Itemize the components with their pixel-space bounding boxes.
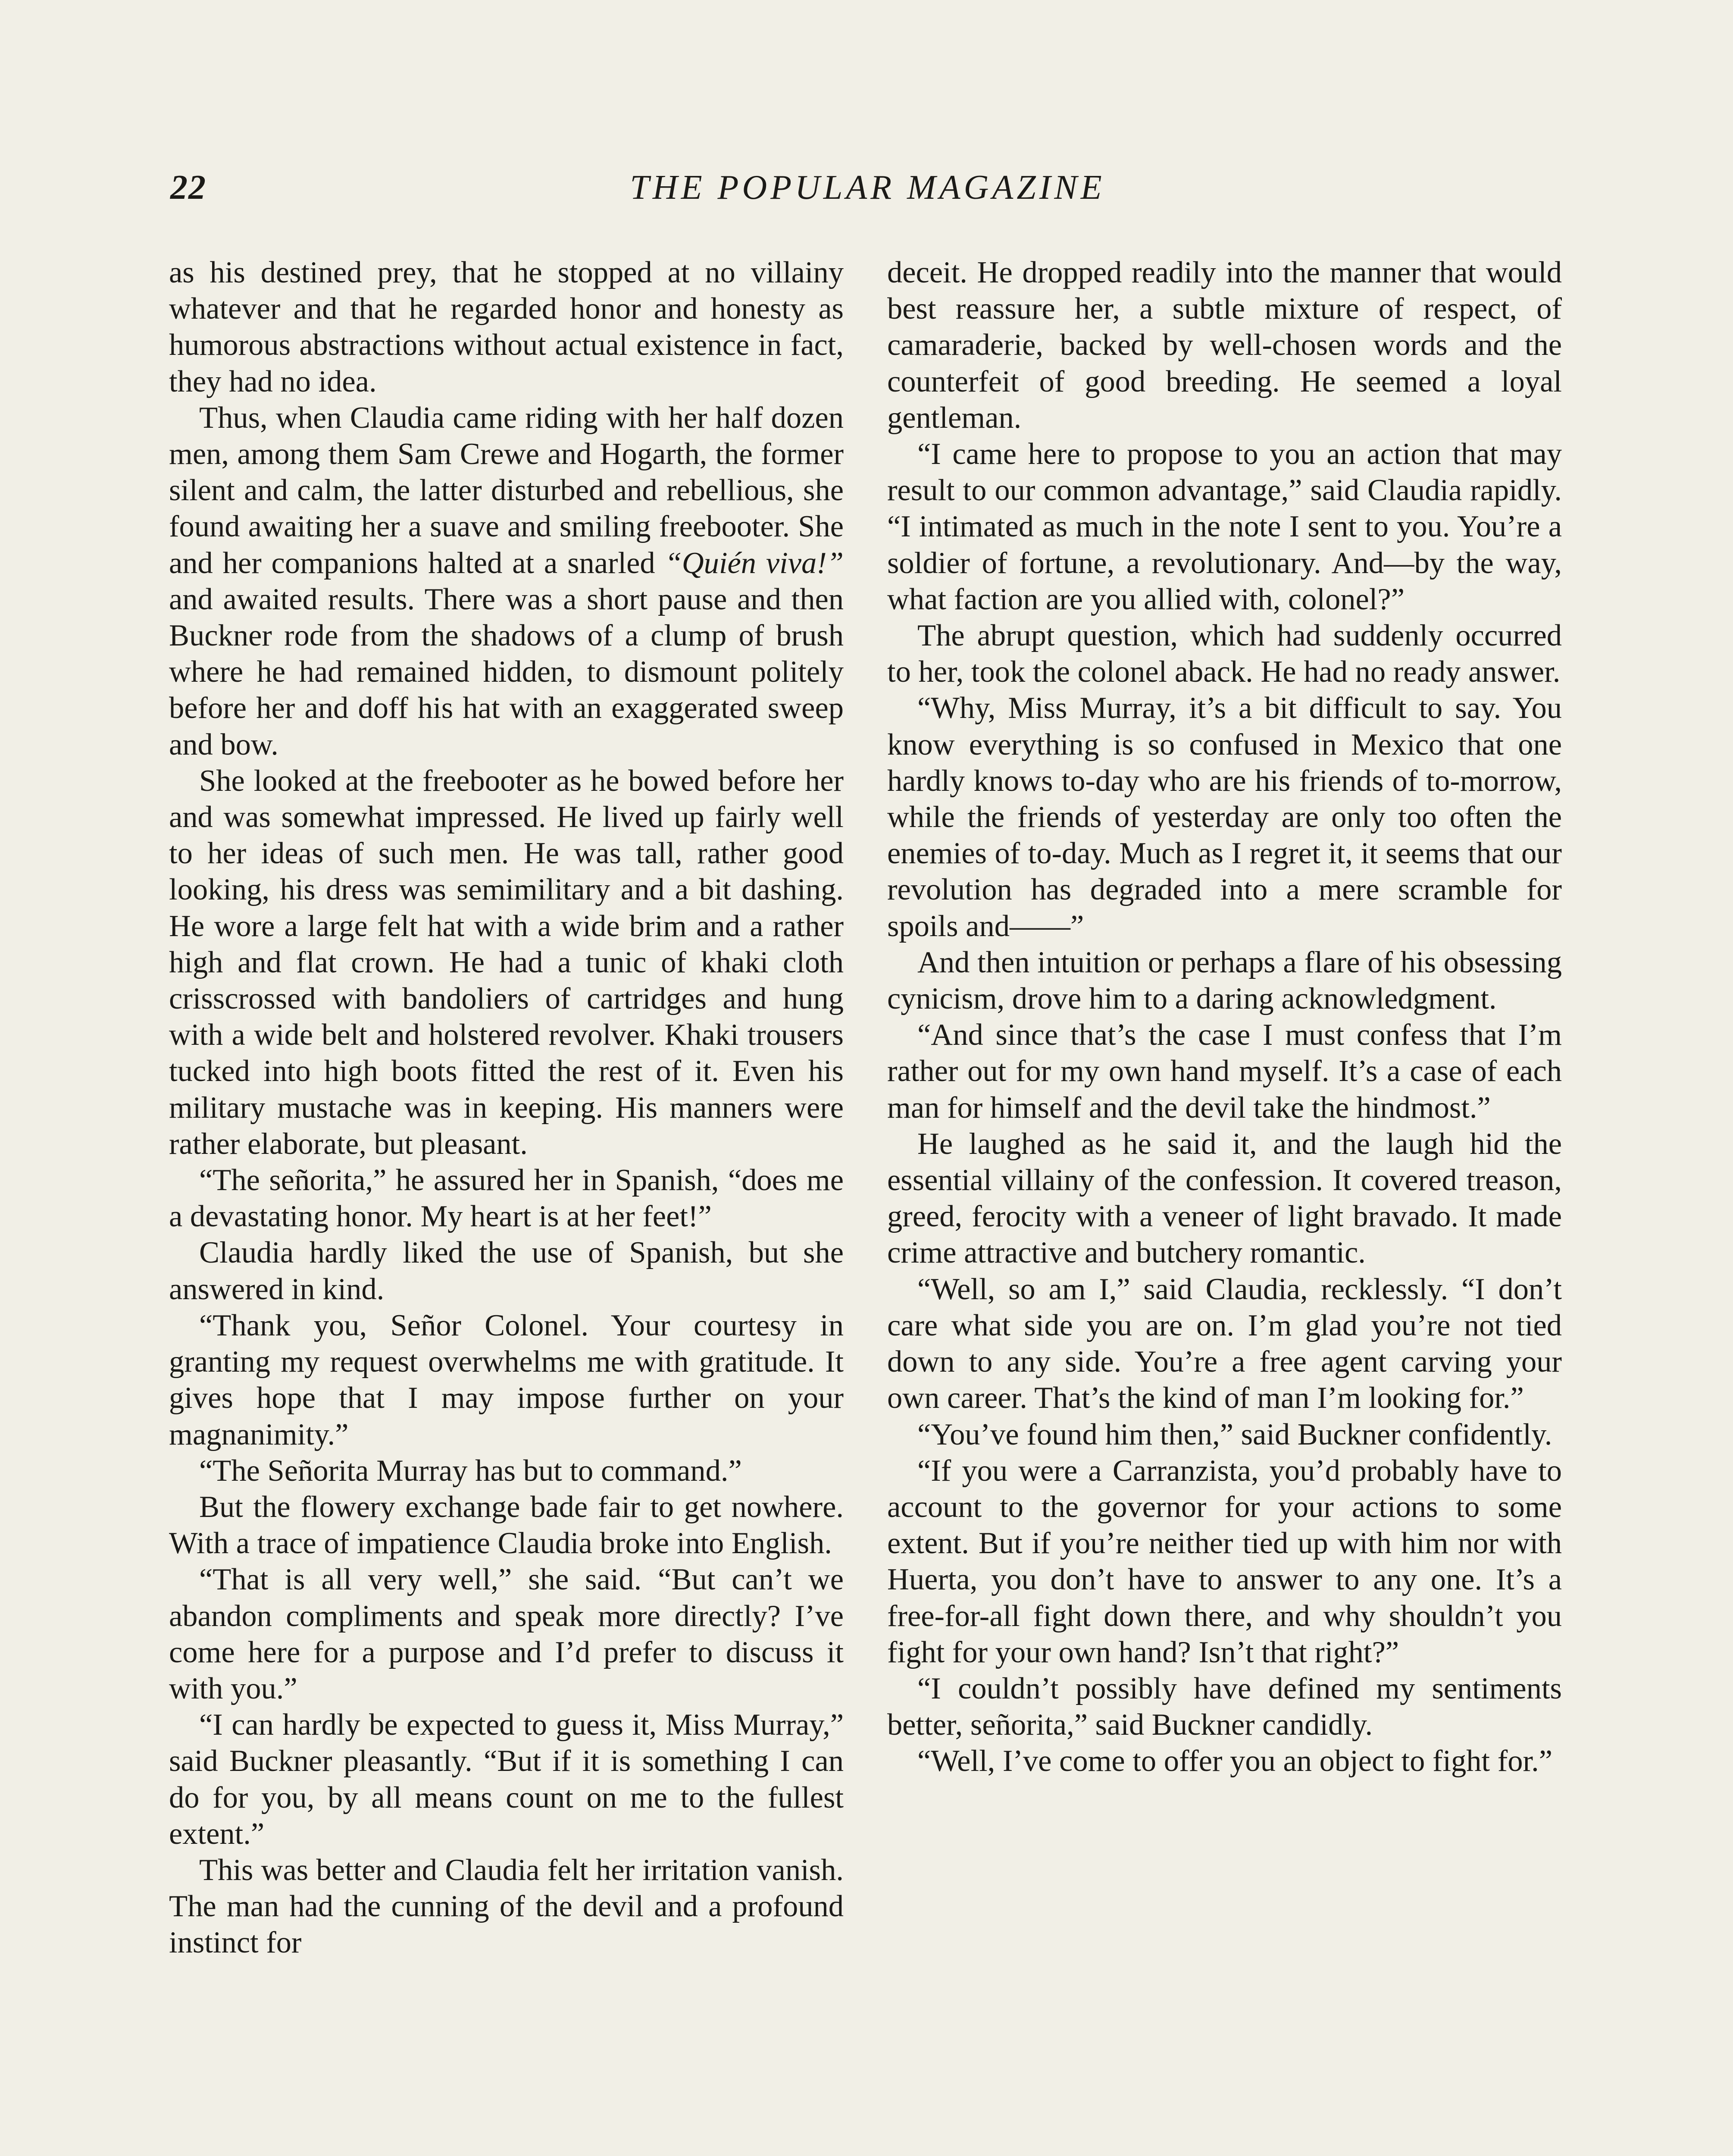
left-column bbox=[169, 254, 844, 1961]
paragraph: He laughed as he said it, and the laugh hid the essential villainy of the confession. It covered treason, greed, ferocity with a veneer of light bravado. It made crime attractive and butchery romantic. bbox=[887, 1127, 1562, 1270]
paragraph: “If you were a Carranzista, you’d probably have to account to the governor for your actions to some extent. But if you’re neither tied up with him nor with Huerta, you don’t have to answer to any one. It’s a free-for-all fight down there, and why shouldn’t you fight for your own hand? Isn’t that right?” bbox=[887, 1454, 1562, 1669]
paragraph: “Well, so am I,” said Claudia, recklessly. “I don’t care what side you are on. I’m glad you’re not tied down to any side. You’re a free agent carving your own career. That’s the kind of man I’m looking for.” bbox=[887, 1272, 1562, 1415]
paragraph: “The señorita,” he assured her in Spanish, “does me a devastating honor. My heart is at her feet!” bbox=[169, 1163, 844, 1234]
paragraph: The abrupt question, which had suddenly occurred to her, took the colonel aback. He had no ready answer. bbox=[887, 619, 1562, 689]
paragraph: “Why, Miss Murray, it’s a bit difficult to say. You know everything is so confused in Mexico that one hardly knows to-day who are his friends of to-morrow, while the friends of yesterday are only too often the enemies of to-day. Much as I regret it, it seems that our revolution has degraded into a mere scramble for spoils and——” bbox=[887, 691, 1562, 943]
right-column bbox=[887, 254, 1562, 1780]
paragraph: “The Señorita Murray has but to command.” bbox=[199, 1454, 742, 1488]
page-number: 22 bbox=[170, 169, 206, 207]
paragraph: deceit. He dropped readily into the manner that would best reassure her, a subtle mixture of respect, of camaraderie, backed by well-chosen words and the counterfeit of good breeding. He seemed a loyal gentleman. bbox=[887, 256, 1562, 435]
paragraph: She looked at the freebooter as he bowed before her and was somewhat impressed. He lived up fairly well to her ideas of such men. He was tall, rather good looking, his dress was semimilitary and a bit dashing. He wore a large felt hat with a wide brim and a rather high and flat crown. He had a tunic of khaki cloth crisscrossed with bandoliers of cartridges and hung with a wide belt and holstered revolver. Khaki trousers tucked into high boots fitted the rest of it. Even his military mustache was in keeping. His manners were rather elaborate, but pleasant. bbox=[169, 764, 844, 1161]
paragraph: Claudia hardly liked the use of Spanish, but she answered in kind. bbox=[169, 1236, 844, 1306]
italic-phrase: “Quién viva!” bbox=[665, 546, 844, 580]
paragraph: “I can hardly be expected to guess it, Miss Murray,” said Buckner pleasantly. “But if it is something I can do for you, by all means count on me to the fullest extent.” bbox=[169, 1708, 844, 1851]
paragraph: “And since that’s the case I must confess that I’m rather out for my own hand myself. It’s a case of each man for himself and the devil take the hindmost.” bbox=[887, 1018, 1562, 1125]
paragraph: “That is all very well,” she said. “But can’t we abandon compliments and speak more directly? I’ve come here for a purpose and I’d prefer to discuss it with you.” bbox=[169, 1563, 844, 1705]
page-header bbox=[170, 168, 1565, 220]
paragraph: “I came here to propose to you an action that may result to our common advantage,” said Claudia rapidly. “I intimated as much in the note I sent to you. You’re a soldier of fortune, a revolutionary. And—by the way, what faction are you allied with, colonel?” bbox=[887, 437, 1562, 616]
paragraph: “You’ve found him then,” said Buckner confidently. bbox=[917, 1417, 1552, 1451]
paragraph bbox=[169, 400, 844, 763]
paragraph: But the flowery exchange bade fair to get nowhere. With a trace of impatience Claudia broke into English. bbox=[169, 1490, 844, 1561]
paragraph: “Thank you, Señor Colonel. Your courtesy in granting my request overwhelms me with gratitude. It gives hope that I may impose further on your magnanimity.” bbox=[169, 1308, 844, 1451]
paragraph: And then intuition or perhaps a flare of his obsessing cynicism, drove him to a daring acknowledgment. bbox=[887, 945, 1562, 1016]
paragraph-text: Thus, when Claudia came riding with her half dozen men, among them Sam Crewe and Hogarth, the former silent and calm, the latter disturbed and rebellious, she found awaiting her a suave and smiling freebooter. She and her companions halted at a snarled bbox=[169, 401, 844, 580]
paragraph: as his destined prey, that he stopped at no villainy whatever and that he regarded honor and honesty as humorous abstractions without actual existence in fact, they had no idea. bbox=[169, 256, 844, 398]
paragraph: “Well, I’ve come to offer you an object to fight for.” bbox=[917, 1744, 1552, 1778]
paragraph-text: and awaited results. There was a short pause and then Buckner rode from the shadows of a clump of brush where he had remained hidden, to dismount politely before her and doff his hat with an exaggerated sweep and bow. bbox=[169, 582, 844, 761]
paragraph: This was better and Claudia felt her irritation vanish. The man had the cunning of the devil and a profound instinct for bbox=[169, 1853, 844, 1960]
paragraph: “I couldn’t possibly have defined my sentiments better, señorita,” said Buckner candidly. bbox=[887, 1671, 1562, 1742]
running-title: THE POPULAR MAGAZINE bbox=[630, 169, 1105, 207]
